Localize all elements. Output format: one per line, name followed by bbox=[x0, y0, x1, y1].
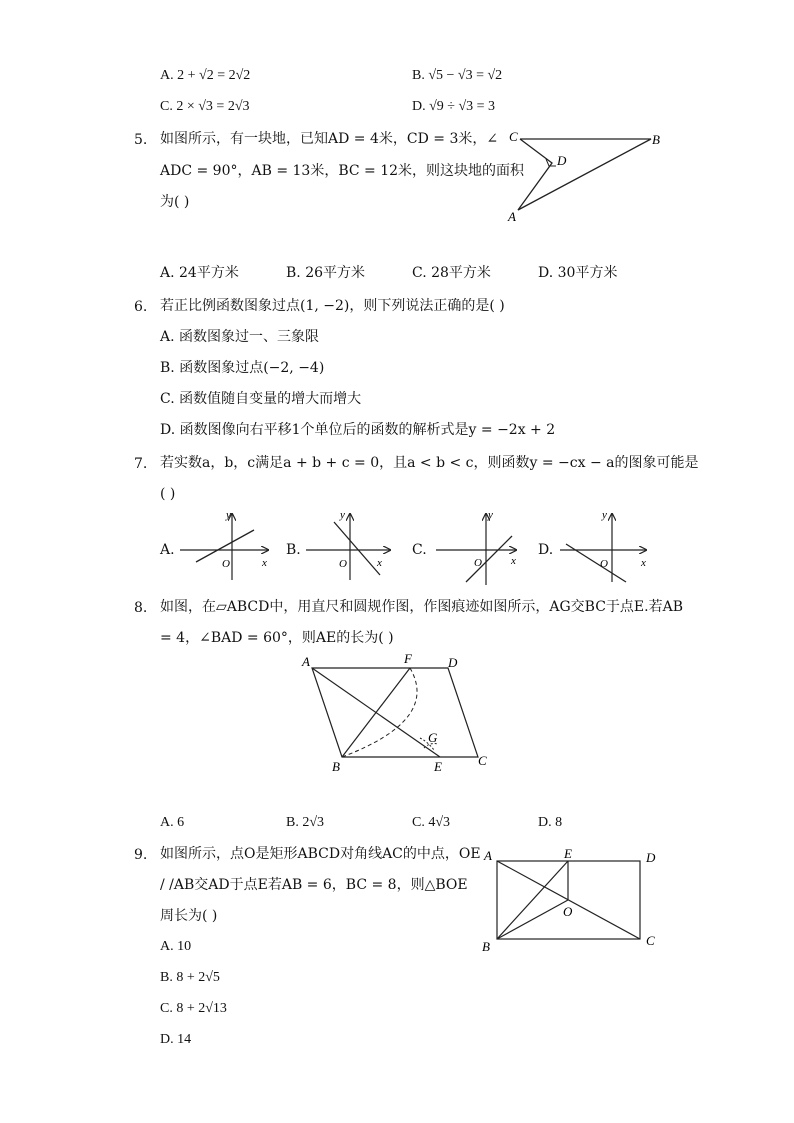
q7-stem: 若实数a，b，c满足a + b + c = 0，且a < b < c，则函数y = −cx − a的图象可能是 bbox=[160, 455, 699, 471]
q8-label-g: G bbox=[428, 730, 438, 745]
q4-option-c: C. 2 × √3 = 2√3 bbox=[160, 99, 250, 114]
q5-number: 5. bbox=[134, 132, 148, 148]
q7-a-origin: O bbox=[222, 558, 230, 570]
q8-label-f: F bbox=[404, 651, 412, 666]
q8-number: 8. bbox=[134, 600, 148, 616]
q6-stem: 若正比例函数图象过点(1, −2)，则下列说法正确的是( ) bbox=[160, 298, 505, 314]
q8-stem-line1: 如图，在▱ABCD中，用直尺和圆规作图，作图痕迹如图所示，AG交BC于点E.若AB bbox=[160, 599, 683, 615]
q6-option-a: A. 函数图象过一、三象限 bbox=[160, 329, 320, 345]
q7-c-origin: O bbox=[474, 557, 482, 569]
q9-stem-line1: 如图所示，点O是矩形ABCD对角线AC的中点，OE bbox=[160, 846, 481, 862]
q9-option-c: C. 8 + 2√13 bbox=[160, 1001, 227, 1016]
q4-option-d: D. √9 ÷ √3 = 3 bbox=[412, 99, 496, 114]
q9-number: 9. bbox=[134, 847, 148, 863]
q5-stem-line1: 如图所示，有一块地，已知AD = 4米，CD = 3米，∠ bbox=[160, 131, 499, 147]
q5-option-d: D. 30平方米 bbox=[538, 265, 618, 281]
q6-option-d: D. 函数图像向右平移1个单位后的函数的解析式是y = −2x + 2 bbox=[160, 422, 556, 438]
q5-label-a: A bbox=[508, 209, 516, 224]
q9-option-a: A. 10 bbox=[160, 939, 192, 954]
q7-a-x-label: x bbox=[262, 557, 267, 569]
q9-option-b: B. 8 + 2√5 bbox=[160, 970, 220, 985]
q5-option-b: B. 26平方米 bbox=[286, 265, 366, 281]
q8-label-e: E bbox=[434, 759, 442, 774]
q8-option-d: D. 8 bbox=[538, 815, 563, 830]
q9-label-e: E bbox=[564, 846, 572, 861]
q7-d-y-label: y bbox=[602, 509, 607, 521]
q5-label-d: D bbox=[557, 153, 567, 168]
q9-label-o: O bbox=[563, 904, 573, 919]
q8-option-a: A. 6 bbox=[160, 815, 185, 830]
q7-option-b-label: B. bbox=[286, 542, 301, 558]
q5-label-b: B bbox=[652, 132, 660, 147]
q7-option-a-label: A. bbox=[160, 542, 175, 558]
q7-number: 7. bbox=[134, 456, 148, 472]
q7-b-origin: O bbox=[339, 558, 347, 570]
q8-label-c: C bbox=[478, 753, 487, 768]
q6-option-c: C. 函数值随自变量的增大而增大 bbox=[160, 391, 362, 407]
q5-option-c: C. 28平方米 bbox=[412, 265, 491, 281]
q7-option-d-label: D. bbox=[538, 542, 554, 558]
q8-stem-line2: = 4，∠BAD = 60°，则AE的长为( ) bbox=[160, 630, 394, 646]
q7-a-y-label: y bbox=[226, 509, 231, 521]
q8-option-c: C. 4√3 bbox=[412, 815, 451, 830]
q7-b-y-label: y bbox=[340, 509, 345, 521]
q9-label-a: A bbox=[484, 848, 492, 863]
q8-option-b: B. 2√3 bbox=[286, 815, 325, 830]
q7-b-x-label: x bbox=[377, 557, 382, 569]
q9-label-c: C bbox=[646, 933, 655, 948]
q9-label-d: D bbox=[646, 850, 656, 865]
q7-d-origin: O bbox=[600, 558, 608, 570]
q9-option-d: D. 14 bbox=[160, 1032, 192, 1047]
q4-option-b: B. √5 − √3 = √2 bbox=[412, 68, 503, 83]
q7-c-y-label: y bbox=[488, 509, 493, 521]
q5-stem-line3: 为( ) bbox=[160, 194, 190, 210]
q9-stem-line2: / /AB交AD于点E若AB = 6，BC = 8，则△BOE bbox=[160, 877, 468, 893]
q7-c-x-label: x bbox=[511, 555, 516, 567]
q6-number: 6. bbox=[134, 299, 148, 315]
q8-label-b: B bbox=[332, 759, 340, 774]
q9-label-b: B bbox=[482, 939, 490, 954]
q5-stem-line2: ADC = 90°，AB = 13米，BC = 12米，则这块地的面积 bbox=[160, 163, 525, 179]
q4-option-a: A. 2 + √2 = 2√2 bbox=[160, 68, 251, 83]
q6-option-b: B. 函数图象过点(−2, −4) bbox=[160, 360, 325, 376]
q7-d-x-label: x bbox=[641, 557, 646, 569]
q8-label-d: D bbox=[448, 655, 458, 670]
q8-label-a: A bbox=[302, 654, 310, 669]
q5-option-a: A. 24平方米 bbox=[160, 265, 239, 281]
q7-option-c-label: C. bbox=[412, 542, 427, 558]
q9-stem-line3: 周长为( ) bbox=[160, 908, 218, 924]
q5-label-c: C bbox=[509, 129, 518, 144]
q7-stem-2: ( ) bbox=[160, 486, 176, 502]
